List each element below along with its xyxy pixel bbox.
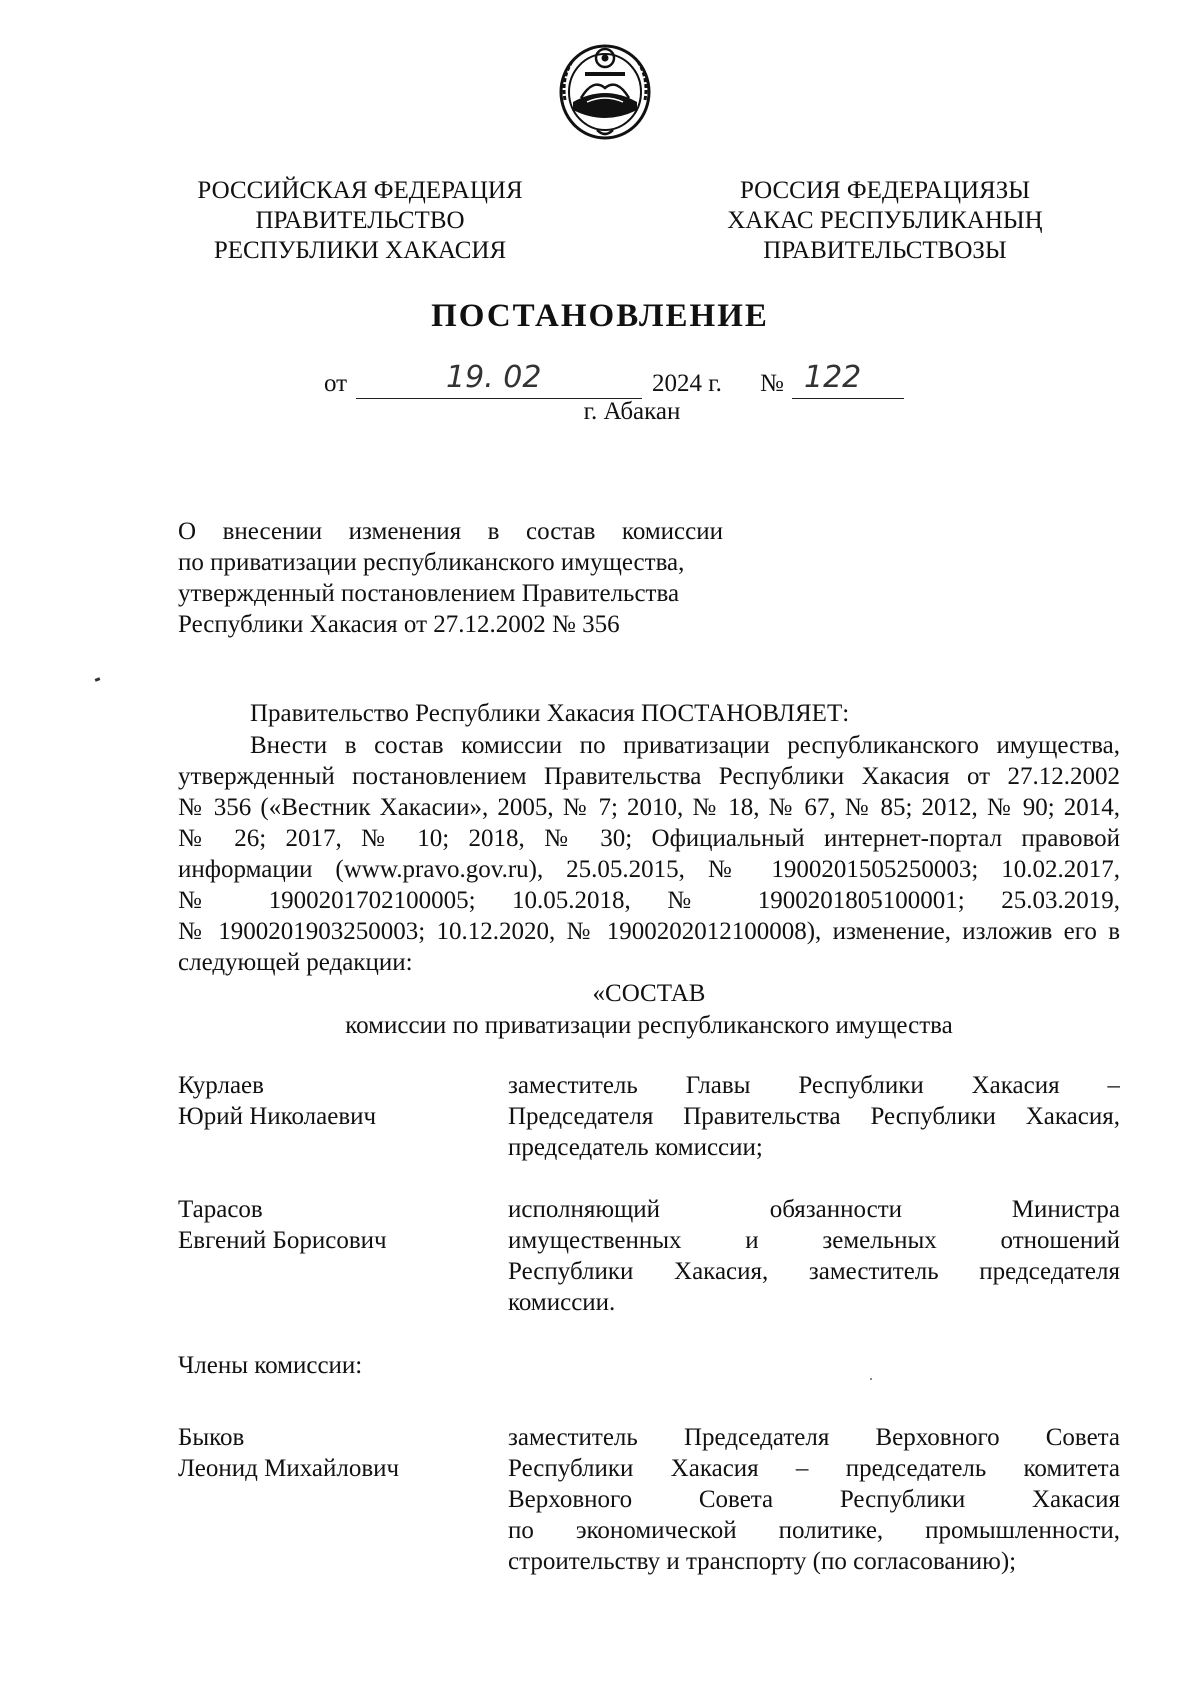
body-line: № 356 («Вестник Хакасии», 2005, № 7; 2010, № 18, № 67, № 85; 2012, № 90; 2014, (178, 794, 1120, 821)
member-role (508, 1194, 1120, 1318)
body-line: информации (www.pravo.gov.ru), 25.05.2015, № 1900201505250003; 10.02.2017, (178, 856, 1120, 883)
body-line: № 1900201702100005; 10.05.2018, № 1900201805100001; 25.03.2019, (178, 887, 1120, 914)
member-name (178, 1422, 478, 1484)
date-prefix: от (324, 370, 348, 397)
subject-line: О внесении изменения в состав комиссии (178, 518, 723, 545)
subject-line: Республики Хакасия от 27.12.2002 № 356 (178, 611, 620, 638)
role-line: председатель комиссии; (508, 1134, 763, 1161)
member-given-name: Леонид Михайлович (178, 1455, 400, 1482)
body-line: утвержденный постановлением Правительства Республики Хакасия от 27.12.2002 (178, 763, 1120, 790)
scan-mark (95, 677, 101, 682)
date-handwritten: 19. 02 (446, 360, 542, 395)
date-year: 2024 г. (652, 370, 722, 397)
document-subject (178, 516, 723, 640)
body-line: Внести в состав комиссии по приватизации республиканского имущества, (250, 732, 1120, 759)
role-line: строительству и транспорту (по согласованию); (508, 1548, 1017, 1575)
role-line: заместитель Главы Республики Хакасия – (508, 1072, 1120, 1099)
member-surname: Тарасов (178, 1196, 263, 1223)
role-line: Республики Хакасия – председатель комитета (508, 1455, 1120, 1482)
body-line: следующей редакции: (178, 949, 413, 976)
role-line: Председателя Правительства Республики Хакасия, (508, 1103, 1120, 1130)
header-left (160, 176, 560, 266)
number-sign: № (760, 370, 784, 397)
role-line: Верховного Совета Республики Хакасия (508, 1486, 1120, 1513)
composition-subtitle: комиссии по приватизации республиканского имущества (345, 1012, 953, 1039)
member-surname: Быков (178, 1424, 245, 1451)
emblem-icon (557, 38, 653, 142)
role-line: комиссии. (508, 1289, 616, 1316)
header-left-line: РОССИЙСКАЯ ФЕДЕРАЦИЯ (197, 177, 523, 204)
header-right-line: ХАКАС РЕСПУБЛИКАНЫҢ (727, 207, 1043, 234)
number-handwritten: 122 (804, 360, 862, 395)
member-name (178, 1194, 478, 1256)
member-role (508, 1422, 1120, 1577)
role-line: Республики Хакасия, заместитель председателя (508, 1258, 1120, 1285)
member-name (178, 1070, 478, 1132)
header-right-line: РОССИЯ ФЕДЕРАЦИЯЗЫ (739, 177, 1031, 204)
date-field (356, 360, 642, 399)
header-left-line: ПРАВИТЕЛЬСТВО (255, 207, 465, 234)
scan-speck (870, 1378, 872, 1380)
header-right (690, 176, 1080, 266)
body-paragraph (178, 730, 1120, 978)
city: г. Абакан (583, 398, 681, 425)
header-left-line: РЕСПУБЛИКИ ХАКАСИЯ (213, 237, 507, 264)
member-given-name: Евгений Борисович (178, 1227, 387, 1254)
header-right-line: ПРАВИТЕЛЬСТВОЗЫ (763, 237, 1007, 264)
role-line: исполняющий обязанности Министра (508, 1196, 1120, 1223)
member-role (508, 1070, 1120, 1163)
role-line: по экономической политике, промышленности, (508, 1517, 1120, 1544)
body-line: № 1900201903250003; 10.12.2020, № 1900202012100008), изменение, изложив его в (178, 918, 1120, 945)
preamble: Правительство Республики Хакасия ПОСТАНОВЛЯЕТ: (250, 700, 850, 727)
body-line: № 26; 2017, № 10; 2018, № 30; Официальный интернет-портал правовой (178, 825, 1120, 852)
role-line: заместитель Председателя Верховного Совета (508, 1424, 1120, 1451)
members-label: Члены комиссии: (178, 1352, 363, 1379)
number-field (792, 360, 904, 399)
role-line: имущественных и земельных отношений (508, 1227, 1120, 1254)
member-surname: Курлаев (178, 1072, 264, 1099)
subject-line: по приватизации республиканского имущества, (178, 549, 685, 576)
composition-title: «СОСТАВ (592, 980, 706, 1007)
member-given-name: Юрий Николаевич (178, 1103, 377, 1130)
document-type-title: ПОСТАНОВЛЕНИЕ (431, 298, 769, 334)
subject-line: утвержденный постановлением Правительства (178, 580, 680, 607)
